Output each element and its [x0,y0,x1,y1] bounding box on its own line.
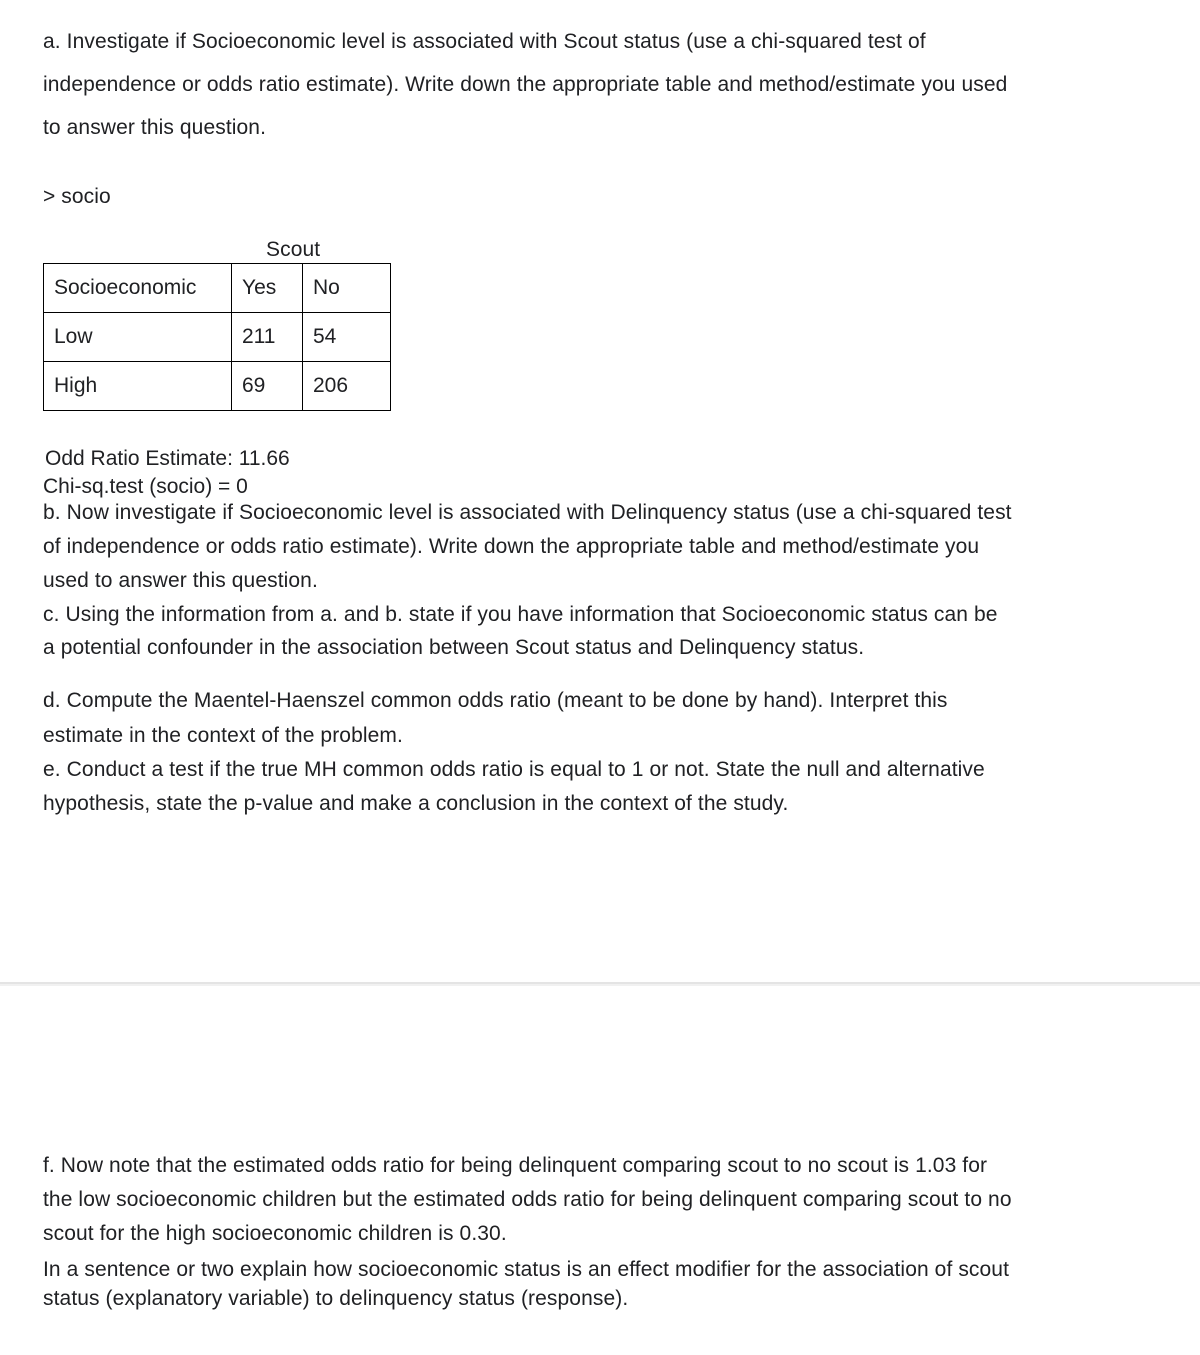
table-row [44,362,391,411]
question-b-line-2: of independence or odds ratio estimate). Write down the appropriate table and method/estimate you [43,535,980,558]
question-e-line-1: e. Conduct a test if the true MH common odds ratio is equal to 1 or not. State the null and alternative [43,758,985,781]
question-f-line-4: In a sentence or two explain how socioeconomic status is an effect modifier for the association of scout [43,1258,1010,1281]
chisq-result: Chi-sq.test (socio) = 0 [43,475,248,498]
question-e-line-2: hypothesis, state the p-value and make a conclusion in the context of the study. [43,792,789,815]
table-header-cell: Socioeconomic [44,264,232,313]
question-d-line-1: d. Compute the Maentel-Haenszel common odds ratio (meant to be done by hand). Interpret this [43,689,948,712]
question-a-line-1: a. Investigate if Socioeconomic level is associated with Scout status (use a chi-squared test of [43,30,926,53]
question-f-line-1: f. Now note that the estimated odds ratio for being delinquent comparing scout to no scout is 1.03 for [43,1154,988,1177]
question-f-line-3: scout for the high socioeconomic children is 0.30. [43,1222,507,1245]
question-d-line-2: estimate in the context of the problem. [43,724,403,747]
table-cell: High [44,362,232,411]
table-group-header: Scout [266,238,321,261]
table-cell: 54 [303,313,391,362]
page-divider [0,982,1200,986]
question-c-line-1: c. Using the information from a. and b. state if you have information that Socioeconomic status can be [43,603,998,626]
table-cell: 69 [232,362,303,411]
question-f-line-2: the low socioeconomic children but the estimated odds ratio for being delinquent comparing scout to no [43,1188,1012,1211]
r-command: > socio [43,185,111,208]
table-row [44,313,391,362]
table-header-row [44,264,391,313]
table-header-cell: Yes [232,264,303,313]
question-b-line-3: used to answer this question. [43,569,318,592]
question-f-line-5: status (explanatory variable) to delinquency status (response). [43,1287,629,1310]
table-cell: 206 [303,362,391,411]
table-cell: Low [44,313,232,362]
question-c-line-2: a potential confounder in the association between Scout status and Delinquency status. [43,636,865,659]
table-header-cell: No [303,264,391,313]
contingency-table [43,263,391,411]
odds-ratio-result: Odd Ratio Estimate: 11.66 [45,447,290,470]
question-a-line-3: to answer this question. [43,116,267,139]
question-b-line-1: b. Now investigate if Socioeconomic level is associated with Delinquency status (use a chi-squared test [43,501,1012,524]
question-a-line-2: independence or odds ratio estimate). Write down the appropriate table and method/estimate you used [43,73,1008,96]
table-cell: 211 [232,313,303,362]
